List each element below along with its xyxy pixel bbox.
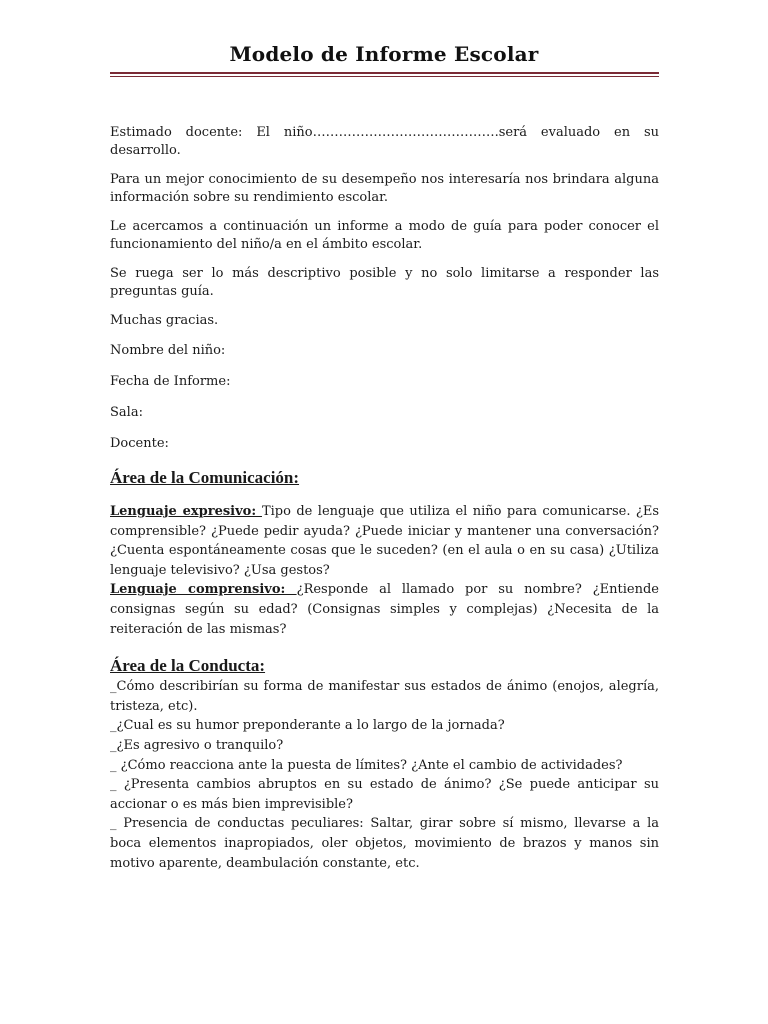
section-heading-conducta: Área de la Conducta: <box>110 656 266 676</box>
lenguaje-expresivo-paragraph <box>110 502 659 580</box>
intro-paragraph: Se ruega ser lo más descriptivo posible y no solo limitarse a responder las preguntas guía. <box>110 266 659 299</box>
document-body <box>110 124 659 873</box>
field-docente: Docente: <box>110 436 169 451</box>
conducta-item: _¿Cual es su humor preponderante a lo largo de la jornada? <box>110 718 505 734</box>
title-rule-top <box>110 72 659 74</box>
field-fecha: Fecha de Informe: <box>110 374 231 389</box>
lenguaje-comprensivo-paragraph <box>110 580 659 639</box>
document-title: Modelo de Informe Escolar <box>229 42 539 66</box>
conducta-item: _ ¿Presenta cambios abruptos en su estado de ánimo? ¿Se puede anticipar su accionar o es más bien imprevisible? <box>110 777 659 812</box>
lenguaje-expresivo-text: Tipo de lenguaje que utiliza el niño para comunicarse. ¿Es comprensible? ¿Puede pedir ayuda? ¿Puede iniciar y mantener una conversación? ¿Cuenta espontáneamente cosas que le suceden? (en el aula o en su casa) ¿Utiliza lenguaje televisivo? ¿Usa gestos? <box>110 504 659 578</box>
conducta-item: _ Presencia de conductas peculiares: Saltar, girar sobre sí mismo, llevarse a la boca elementos inapropiados, oler objetos, movimiento de brazos y manos sin motivo aparente, deambulación constante, etc. <box>110 816 659 871</box>
conducta-item: _¿Es agresivo o tranquilo? <box>110 737 284 753</box>
field-sala: Sala: <box>110 405 143 420</box>
conducta-item: _Cómo describirían su forma de manifestar sus estados de ánimo (enojos, alegría, tristeza, etc). <box>110 679 659 714</box>
intro-paragraph: Para un mejor conocimiento de su desempeño nos interesaría nos brindara alguna información sobre su rendimiento escolar. <box>110 172 659 205</box>
lenguaje-comprensivo-label: Lenguaje comprensivo: <box>110 582 297 598</box>
conducta-item: _ ¿Cómo reacciona ante la puesta de límites? ¿Ante el cambio de actividades? <box>110 757 623 773</box>
thanks-line: Muchas gracias. <box>110 313 219 328</box>
lenguaje-comprensivo-text: ¿Responde al llamado por su nombre? ¿Entiende consignas según su edad? (Consignas simples y complejas) ¿Necesita de la reiteración de las mismas? <box>110 582 659 637</box>
field-nombre: Nombre del niño: <box>110 343 226 358</box>
intro-paragraph: Le acercamos a continuación un informe a modo de guía para poder conocer el funcionamiento del niño/a en el ámbito escolar. <box>110 219 659 252</box>
intro-paragraph: Estimado docente: El niño…………………………………….será evaluado en su desarrollo. <box>110 125 659 158</box>
title-rule-bottom <box>110 76 659 77</box>
lenguaje-expresivo-label: Lenguaje expresivo: <box>110 504 262 519</box>
section-heading-comunicacion: Área de la Comunicación: <box>110 468 300 487</box>
